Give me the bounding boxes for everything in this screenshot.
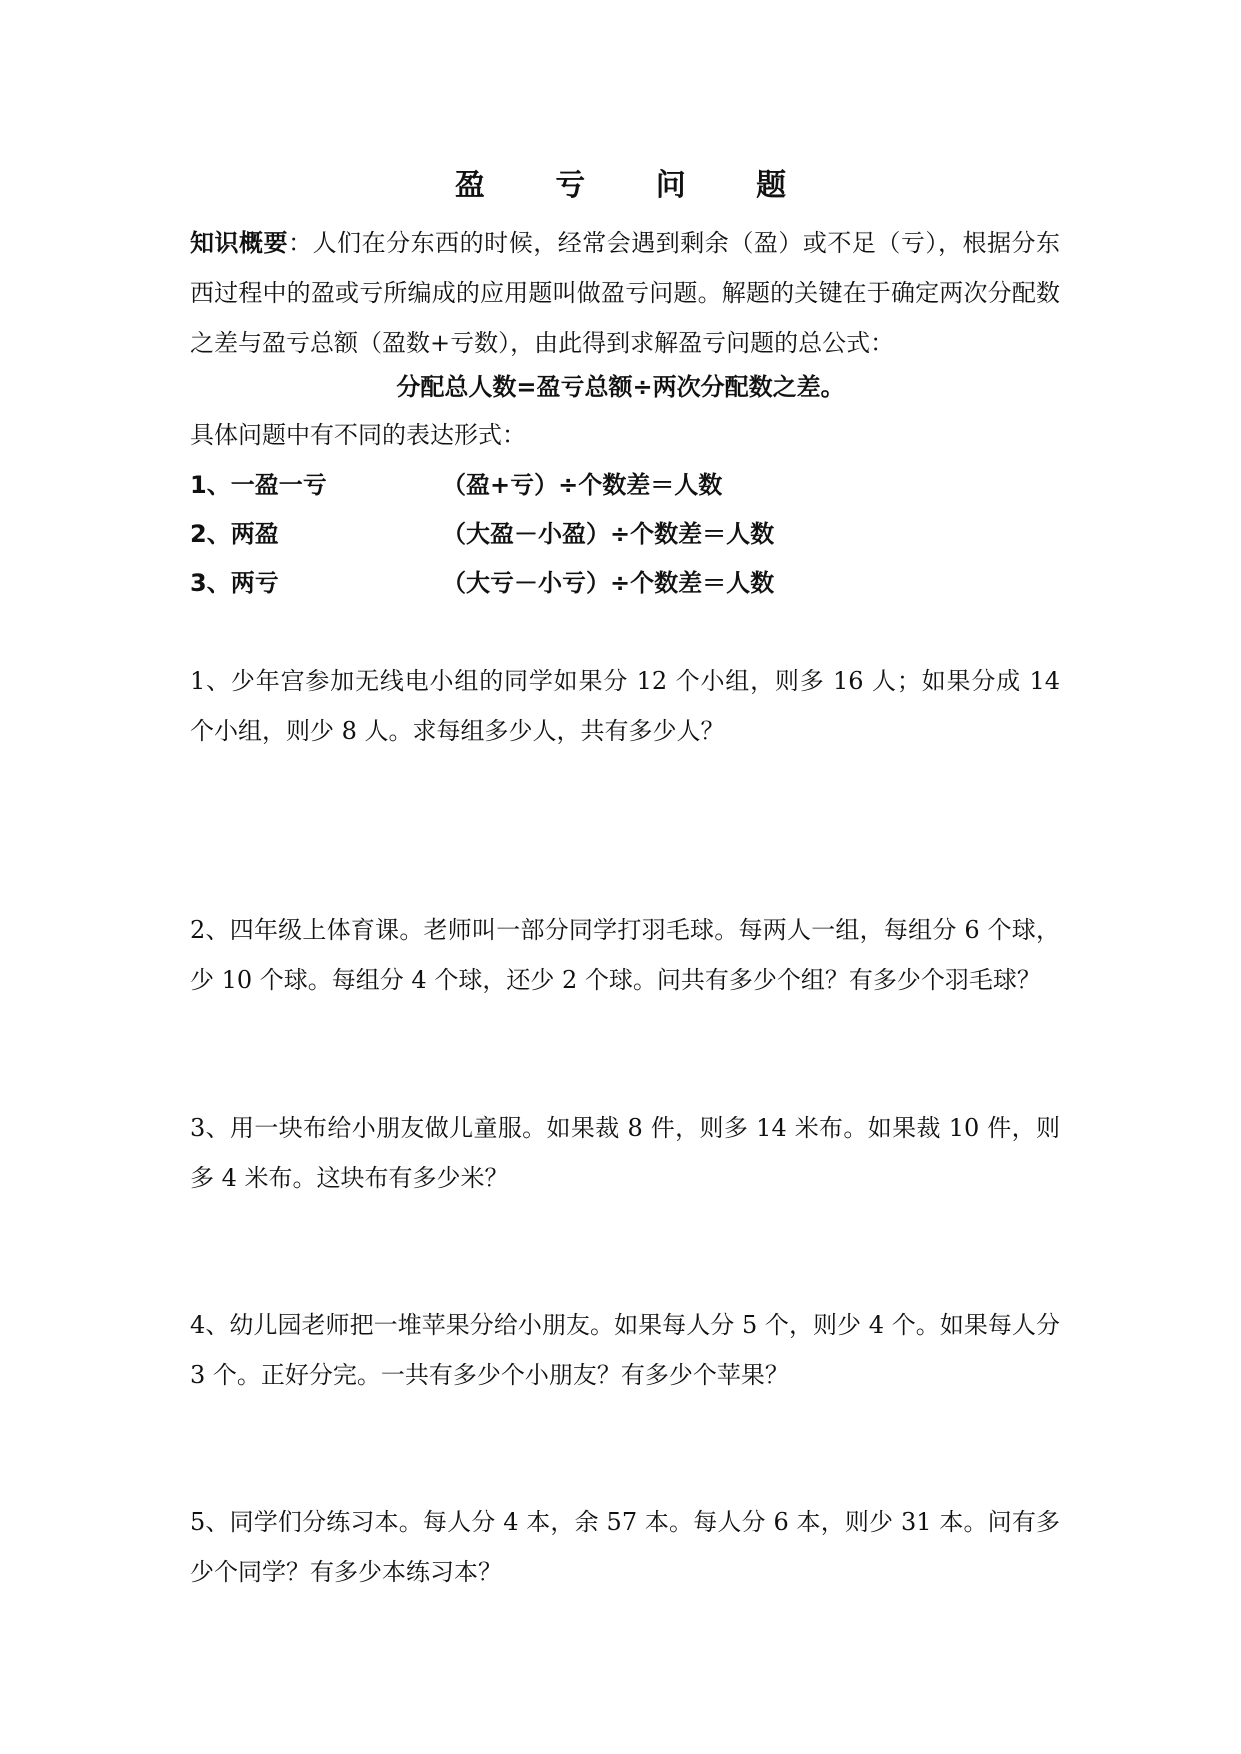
page-title: 盈 亏 问 题	[454, 168, 817, 203]
rule-name: 3、两亏	[190, 569, 279, 597]
question-1: 1、少年宫参加无线电小组的同学如果分 12 个小组，则多 16 人；如果分成 14 个小组，则少 8 人。求每组多少人，共有多少人？	[190, 667, 1060, 745]
question-2: 2、四年级上体育课。老师叫一部分同学打羽毛球。每两人一组，每组分 6 个球，少 10 个球。每组分 4 个球，还少 2 个球。问共有多少个组？有多少个羽毛球？	[190, 916, 1060, 994]
rule-formula: （大盈－小盈）÷个数差＝人数	[442, 520, 775, 548]
rule-formula: （盈+亏）÷个数差＝人数	[442, 471, 723, 499]
rule-name: 1、一盈一亏	[190, 471, 327, 499]
overview-text: ：人们在分东西的时候，经常会遇到剩余（盈）或不足（亏），根据分东西过程中的盈或亏所编成的应用题叫做盈亏问题。解题的关键在于确定两次分配数之差与盈亏总额（盈数+亏数），由此得到求解盈亏问题的总公式：	[190, 229, 1061, 357]
question-4: 4、幼儿园老师把一堆苹果分给小朋友。如果每人分 5 个，则少 4 个。如果每人分 3 个。正好分完。一共有多少个小朋友？有多少个苹果？	[190, 1311, 1060, 1389]
forms-intro: 具体问题中有不同的表达形式：	[190, 421, 526, 449]
rule-row	[190, 511, 1060, 557]
rule-row	[190, 462, 1060, 508]
overview-heading: 知识概要	[190, 229, 289, 257]
question-3: 3、用一块布给小朋友做儿童服。如果裁 8 件，则多 14 米布。如果裁 10 件，则多 4 米布。这块布有多少米？	[190, 1114, 1060, 1192]
rule-name: 2、两盈	[190, 520, 279, 548]
knowledge-overview	[190, 218, 1060, 368]
rule-row	[190, 560, 1060, 606]
general-formula: 分配总人数=盈亏总额÷两次分配数之差。	[396, 373, 845, 401]
rule-formula: （大亏－小亏）÷个数差＝人数	[442, 569, 775, 597]
question-5: 5、同学们分练习本。每人分 4 本，余 57 本。每人分 6 本，则少 31 本。问有多少个同学？有多少本练习本？	[190, 1508, 1060, 1586]
